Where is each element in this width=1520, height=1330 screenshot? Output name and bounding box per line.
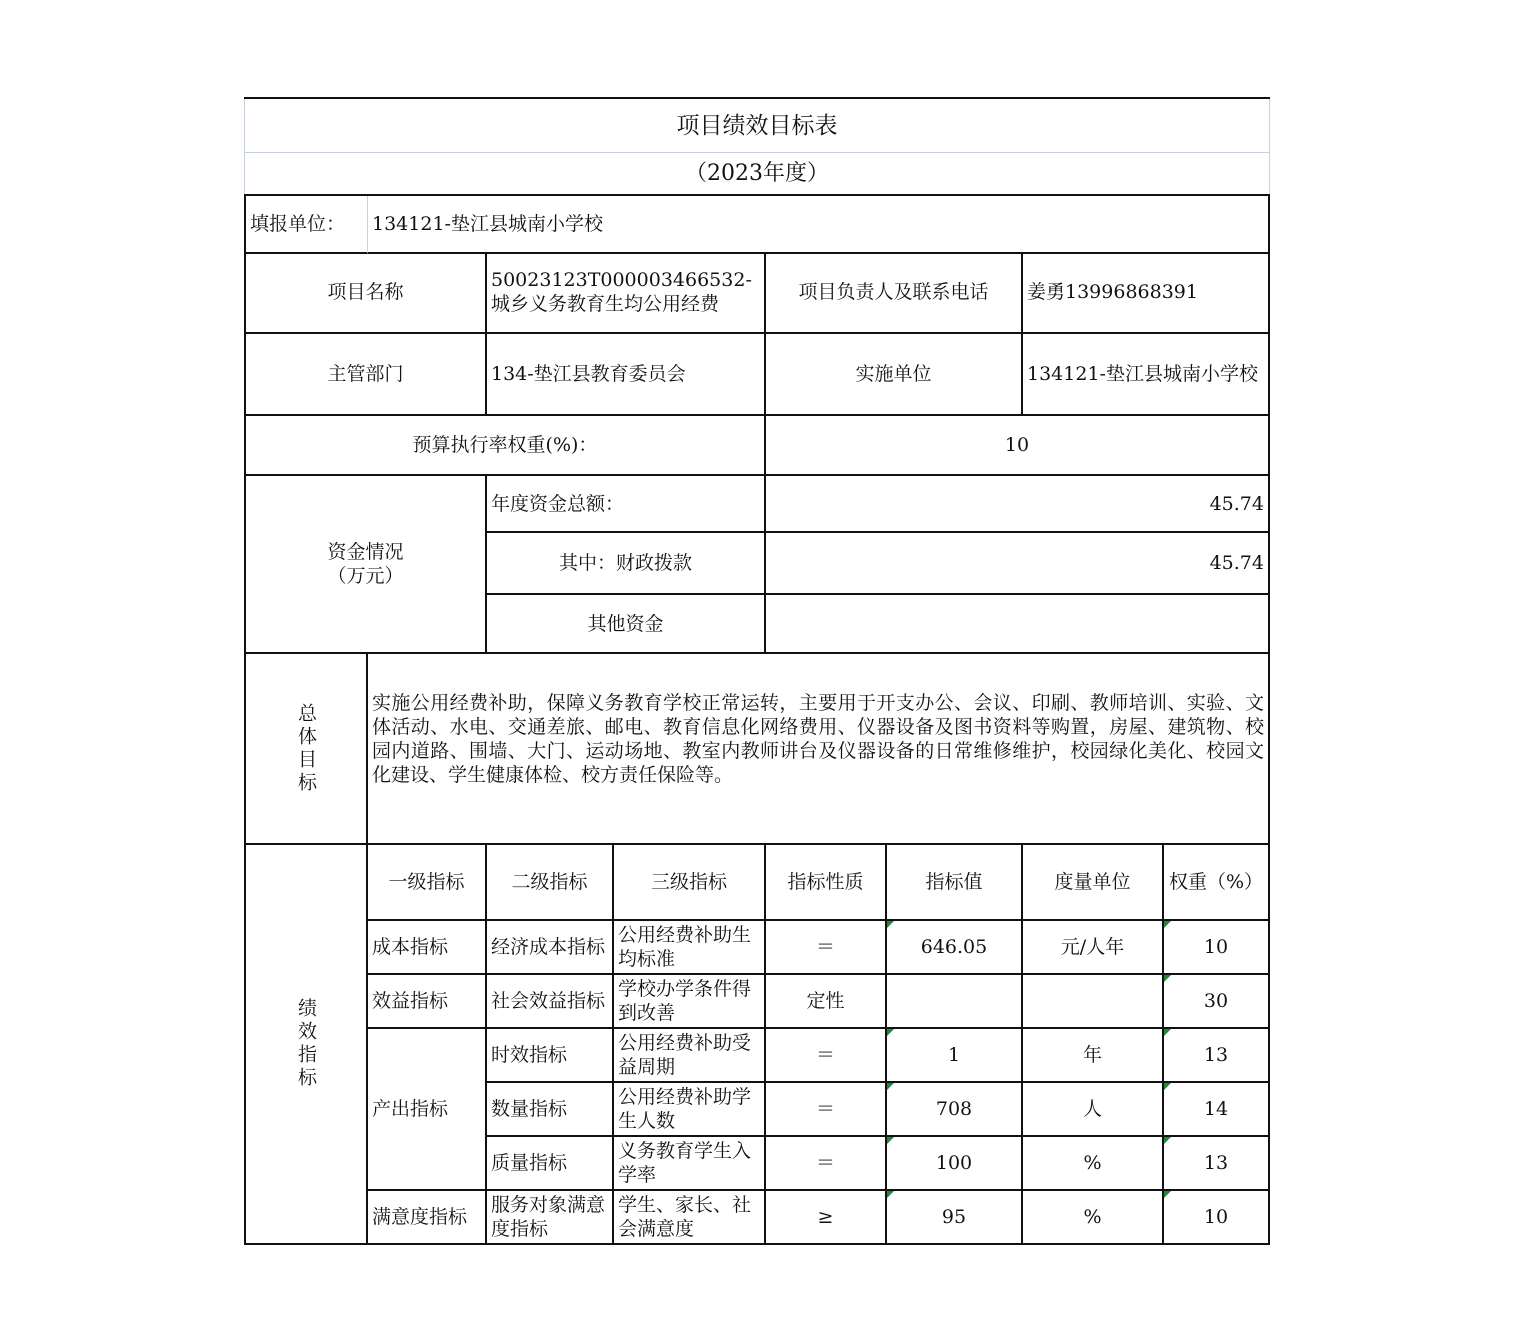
- row-nature: ＝: [766, 921, 887, 975]
- row-weight: 14: [1164, 1083, 1270, 1137]
- row-unit: %: [1023, 1191, 1164, 1245]
- dept-value: 134-垫江县教育委员会: [487, 334, 766, 416]
- row-l2: 时效指标: [487, 1029, 614, 1083]
- fiscal-value: 45.74: [766, 533, 1270, 595]
- table-title: 项目绩效目标表: [244, 99, 1270, 153]
- impl-label: 实施单位: [766, 334, 1023, 416]
- other-funds-label: 其他资金: [487, 595, 766, 654]
- row-nature: ＝: [766, 1083, 887, 1137]
- row-unit: [1023, 975, 1164, 1029]
- project-name-label: 项目名称: [244, 252, 487, 334]
- row-l3: 学生、家长、社会满意度: [614, 1191, 766, 1245]
- row-nature: ＝: [766, 1137, 887, 1191]
- reporting-unit-value: 134121-垫江县城南小学校: [368, 196, 1270, 254]
- row-l3: 义务教育学生入学率: [614, 1137, 766, 1191]
- performance-target-table: [244, 97, 1270, 1245]
- row-l1: 满意度指标: [368, 1191, 487, 1245]
- row-unit: 元/人年: [1023, 921, 1164, 975]
- annual-total-value: 45.74: [766, 476, 1270, 533]
- col-header-unit: 度量单位: [1023, 845, 1164, 921]
- goal-label-cell: [244, 654, 368, 845]
- row-l2: 质量指标: [487, 1137, 614, 1191]
- budget-weight-label: 预算执行率权重(%)：: [244, 416, 766, 476]
- row-l3: 公用经费补助受益周期: [614, 1029, 766, 1083]
- row-l1: 效益指标: [368, 975, 487, 1029]
- row-nature: ＝: [766, 1029, 887, 1083]
- col-header-l3: 三级指标: [614, 845, 766, 921]
- row-value: [887, 975, 1023, 1029]
- contact-label: 项目负责人及联系电话: [766, 252, 1023, 334]
- table-row: [244, 1137, 1270, 1191]
- row-weight: 10: [1164, 921, 1270, 975]
- reporting-unit-label: 填报单位：: [244, 196, 368, 254]
- row-unit: %: [1023, 1137, 1164, 1191]
- row-weight: 30: [1164, 975, 1270, 1029]
- other-funds-value: [766, 595, 1270, 654]
- table-year: （2023年度）: [244, 153, 1270, 195]
- fiscal-label: 其中：财政拨款: [487, 533, 766, 595]
- row-unit: 年: [1023, 1029, 1164, 1083]
- row-weight: 13: [1164, 1029, 1270, 1083]
- row-value: 95: [887, 1191, 1023, 1245]
- row-nature: 定性: [766, 975, 887, 1029]
- impl-value: 134121-垫江县城南小学校: [1023, 334, 1270, 416]
- row-l1: 成本指标: [368, 921, 487, 975]
- col-header-l2: 二级指标: [487, 845, 614, 921]
- row-weight: 13: [1164, 1137, 1270, 1191]
- row-l2: 服务对象满意度指标: [487, 1191, 614, 1245]
- table-row: [244, 1191, 1270, 1245]
- annual-total-label: 年度资金总额：: [487, 476, 766, 533]
- goal-text: 实施公用经费补助，保障义务教育学校正常运转，主要用于开支办公、会议、印刷、教师培训、实验、文体活动、水电、交通差旅、邮电、教育信息化网络费用、仪器设备及图书资料等购置，房屋、建筑物、校园内道路、围墙、大门、运动场地、教室内教师讲台及仪器设备的日常维修维护，校园绿化美化、校园文化建设、学生健康体检、校方责任保险等。: [368, 654, 1270, 845]
- row-nature: ≥: [766, 1191, 887, 1245]
- perf-label: 绩效指标: [295, 998, 317, 1090]
- table-row: [244, 921, 1270, 975]
- goal-label: 总体目标: [295, 702, 317, 795]
- dept-label: 主管部门: [244, 334, 487, 416]
- row-l3: 公用经费补助生均标准: [614, 921, 766, 975]
- budget-weight-value: 10: [766, 416, 1270, 476]
- row-value: 646.05: [887, 921, 1023, 975]
- row-value: 100: [887, 1137, 1023, 1191]
- row-l2: 数量指标: [487, 1083, 614, 1137]
- table-row: [244, 975, 1270, 1029]
- funds-label: 资金情况（万元）: [244, 476, 487, 654]
- row-l2: 社会效益指标: [487, 975, 614, 1029]
- col-header-l1: 一级指标: [368, 845, 487, 921]
- row-unit: 人: [1023, 1083, 1164, 1137]
- row-l3: 公用经费补助学生人数: [614, 1083, 766, 1137]
- row-value: 708: [887, 1083, 1023, 1137]
- col-header-nature: 指标性质: [766, 845, 887, 921]
- contact-value: 姜勇13996868391: [1023, 252, 1270, 334]
- col-header-weight: 权重（%）: [1164, 845, 1270, 921]
- row-l1-merged: 产出指标: [368, 1029, 487, 1191]
- table-row: [244, 1083, 1270, 1137]
- row-value: 1: [887, 1029, 1023, 1083]
- row-l2: 经济成本指标: [487, 921, 614, 975]
- table-row: [244, 1029, 1270, 1083]
- project-name-value: 50023123T000003466532-城乡义务教育生均公用经费: [487, 252, 766, 334]
- row-weight: 10: [1164, 1191, 1270, 1245]
- col-header-value: 指标值: [887, 845, 1023, 921]
- row-l3: 学校办学条件得到改善: [614, 975, 766, 1029]
